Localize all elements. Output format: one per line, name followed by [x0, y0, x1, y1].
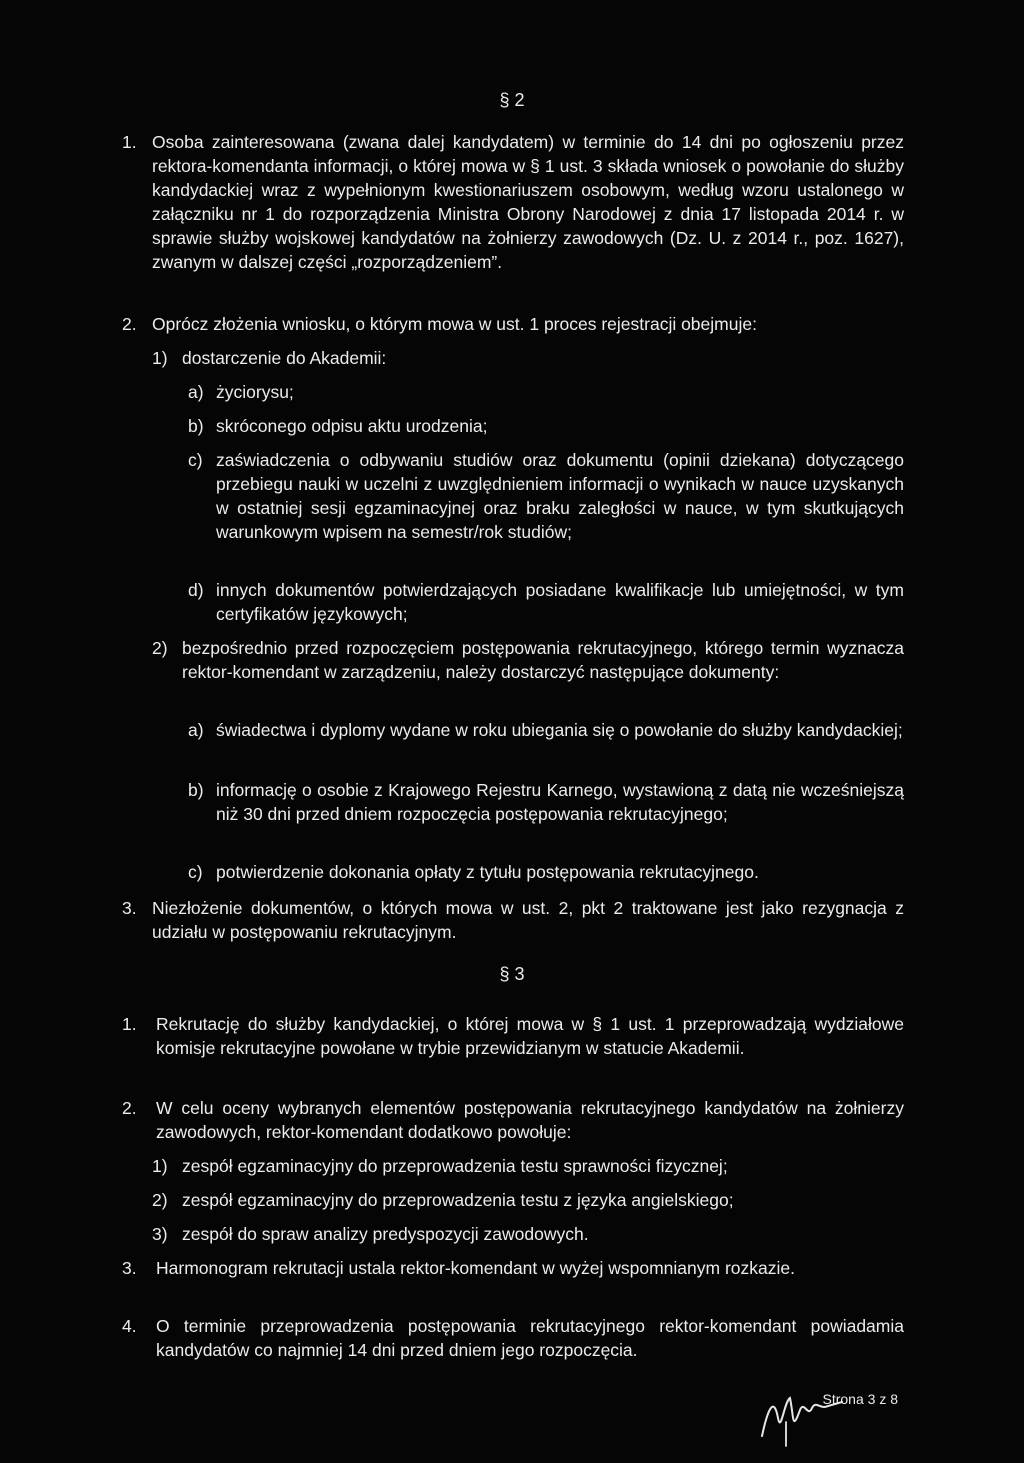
paragraph: innych dokumentów potwierdzających posiadane kwalifikacje lub umiejętności, w tym certyfikatów językowych; [216, 580, 904, 624]
item-number: c) [188, 450, 203, 470]
item-number: 1. [122, 1014, 137, 1034]
page-number: Strona 3 z 8 [822, 1391, 898, 1407]
paragraph: Osoba zainteresowana (zwana dalej kandydatem) w terminie do 14 dni po ogłoszeniu przez rektora-komendanta informacji, o której mowa w § 1 ust. 3 składa wniosek o powołanie do służby kandydackiej wraz z wypełnionym kwestionariuszem osobowym, według wzoru ustalonego w załączniku nr 1 do rozporządzenia Ministra Obrony Narodowej z dnia 17 listopada 2014 r. w sprawie służby wojskowej kandydatów na żołnierzy zawodowych (Dz. U. z 2014 r., poz. 1627), zwanym w dalszej części „rozporządzeniem”. [152, 132, 904, 272]
paragraph: informację o osobie z Krajowego Rejestru Karnego, wystawioną z datą nie wcześniejszą niż 30 dni przed dniem rozpoczęcia postępowania rekrutacyjnego; [216, 780, 904, 824]
item-number: 2. [122, 1098, 137, 1118]
paragraph: Oprócz złożenia wniosku, o którym mowa w ust. 1 proces rejestracji obejmuje: [152, 314, 757, 334]
item-number: a) [188, 720, 204, 740]
item-number: 1) [152, 1156, 168, 1176]
paragraph: zespół egzaminacyjny do przeprowadzenia testu sprawności fizycznej; [182, 1156, 728, 1176]
item-number: 4. [122, 1316, 137, 1336]
item-number: 2) [152, 1190, 168, 1210]
paragraph: dostarczenie do Akademii: [182, 348, 387, 368]
paragraph: W celu oceny wybranych elementów postępowania rekrutacyjnego kandydatów na żołnierzy zawodowych, rektor-komendant dodatkowo powołuje: [156, 1098, 904, 1142]
paragraph: zespół do spraw analizy predyspozycji zawodowych. [182, 1224, 589, 1244]
section-heading: § 2 [499, 90, 525, 110]
paragraph: O terminie przeprowadzenia postępowania rekrutacyjnego rektor-komendant powiadamia kandydatów co najmniej 14 dni przed dniem jego rozpoczęcia. [156, 1316, 904, 1360]
item-number: 2. [122, 314, 137, 334]
item-number: a) [188, 382, 204, 402]
item-number: d) [188, 580, 204, 600]
paragraph: Rekrutację do służby kandydackiej, o której mowa w § 1 ust. 1 przeprowadzają wydziałowe komisje rekrutacyjne powołane w trybie przewidzianym w statucie Akademii. [156, 1014, 904, 1058]
item-number: 3. [122, 1258, 137, 1278]
item-number: 2) [152, 638, 168, 658]
paragraph: bezpośrednio przed rozpoczęciem postępowania rekrutacyjnego, którego termin wyznacza rektor-komendant w zarządzeniu, należy dostarczyć następujące dokumenty: [182, 638, 904, 682]
paragraph: zaświadczenia o odbywaniu studiów oraz dokumentu (opinii dziekana) dotyczącego przebiegu nauki w uczelni z uwzględnieniem informacji o wynikach w nauce uzyskanych w ostatniej sesji egzaminacyjnej oraz braku zaległości w nauce, w tym skutkujących warunkowym wpisem na semestr/rok studiów; [216, 450, 904, 542]
item-number: 1. [122, 132, 137, 152]
paragraph: Harmonogram rekrutacji ustala rektor-komendant w wyżej wspomnianym rozkazie. [156, 1258, 795, 1278]
paragraph: skróconego odpisu aktu urodzenia; [216, 416, 488, 436]
section-heading: § 3 [499, 964, 525, 984]
item-number: 1) [152, 348, 168, 368]
item-number: 3. [122, 898, 137, 918]
item-number: c) [188, 862, 203, 882]
paragraph: życiorysu; [216, 382, 294, 402]
paragraph: Niezłożenie dokumentów, o których mowa w ust. 2, pkt 2 traktowane jest jako rezygnacja z udziału w postępowaniu rekrutacyjnym. [152, 898, 904, 942]
item-number: b) [188, 780, 204, 800]
paragraph: potwierdzenie dokonania opłaty z tytułu postępowania rekrutacyjnego. [216, 862, 759, 882]
item-number: b) [188, 416, 204, 436]
paragraph: świadectwa i dyplomy wydane w roku ubiegania się o powołanie do służby kandydackiej; [216, 720, 903, 740]
item-number: 3) [152, 1224, 168, 1244]
paragraph: zespół egzaminacyjny do przeprowadzenia testu z języka angielskiego; [182, 1190, 734, 1210]
